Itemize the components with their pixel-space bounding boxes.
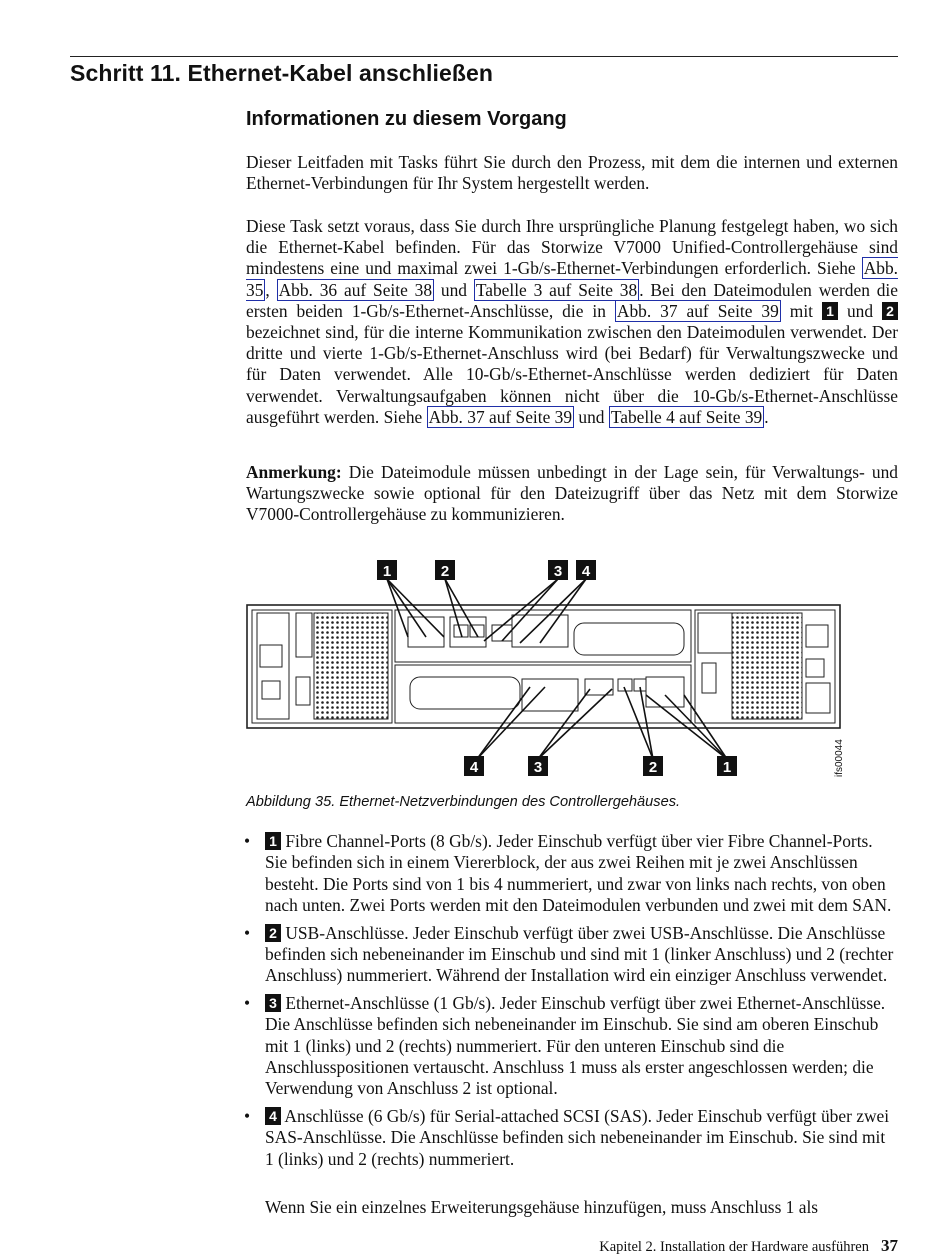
callout-badge: 2 — [265, 924, 281, 942]
note-label: Anmerkung: — [246, 462, 342, 482]
bullet-icon: • — [244, 831, 251, 851]
list-item: • 4 Anschlüsse (6 Gb/s) für Serial-attached SCSI (SAS). Jeder Einschub verfügt über zwei SAS-Anschlüsse. Die Anschlüsse befinden sich nebeneinander im Einschub. Sie sind mit 1 (links) und 2 (rechts) nummeriert. — [244, 1105, 890, 1169]
callout-badge: 1 — [265, 832, 281, 850]
list-item: • 2 USB-Anschlüsse. Jeder Einschub verfügt über zwei USB-Anschlüsse. Die Anschlüsse befinden sich nebeneinander im Einschub und sind mit 1 (linker Anschluss) und 2 (rechter Anschluss) nummeriert. Während der Installation wird ein einziger Anschluss verwendet. — [244, 922, 894, 986]
xref-link-abb35[interactable]: Abb. 35 — [246, 258, 898, 300]
chapter-title: Kapitel 2. Installation der Hardware ausführen — [599, 1239, 869, 1255]
xref-link-tabelle3[interactable]: Tabelle 3 auf Seite 38 — [475, 279, 638, 300]
callout-label: 1 — [382, 563, 392, 580]
callout-label: 4 — [469, 759, 479, 776]
xref-link-abb36[interactable]: Abb. 36 auf Seite 38 — [278, 279, 433, 300]
planning-paragraph: Diese Task setzt voraus, dass Sie durch Ihre ursprüngliche Planung festgelegt haben, wo sich die Ethernet-Kabel befinden. Für das Storwize V7000 Unified-Controllergehäuse sind mindestens eine und maximal zwei 1-Gb/s-Ethernet-Verbindungen erforderlich. Siehe Abb. 35 , Abb. 36 auf Seite 38 und Tabelle 3 auf Seite 38 . Bei den Dateimodulen werden die ersten beiden 1-Gb/s-Ethernet-Anschlüsse, die in Abb. 37 auf Seite 39 mit 1 und 2 bezeichnet sind, für die interne Kommunikation zwischen den Dateimodulen verwendet. Der dritte und vierte 1-Gb/s-Ethernet-Anschluss wird (bei Bedarf) für Verwaltungszwecke und für Daten verwendet. Alle 10-Gb/s-Ethernet-Anschlüsse werden dediziert für Daten verwendet. Verwaltungsaufgaben können nicht über die 10-Gb/s-Ethernet-Anschlüsse ausgeführt werden. Siehe Abb. 37 auf Seite 39 und Tabelle 4 auf Seite 39 . — [246, 216, 898, 427]
xref-link-abb37[interactable]: Abb. 37 auf Seite 39 — [616, 300, 779, 321]
controller-enclosure-figure — [240, 555, 880, 785]
top-callouts — [377, 560, 596, 580]
xref-link-abb37-second[interactable]: Abb. 37 auf Seite 39 — [428, 406, 573, 427]
callout-label: 3 — [553, 563, 563, 580]
callout-label: 1 — [722, 759, 732, 776]
callout-label: 3 — [533, 759, 543, 776]
note-text: Die Dateimodule müssen unbedingt in der Lage sein, für Verwaltungs- und Wartungszwecke sowie optional für den Dateizugriff über das Netz mit dem Storwize V7000-Controllergehäuse zu kommunizieren. — [246, 462, 898, 525]
page-title: Schritt 11. Ethernet-Kabel anschließen — [70, 60, 494, 86]
callout-label: 4 — [581, 563, 591, 580]
callout-badge: 3 — [265, 994, 281, 1012]
bullet-icon: • — [244, 992, 251, 1013]
page-footer — [599, 1236, 898, 1256]
bullet-icon: • — [244, 1105, 251, 1126]
callout-badge: 4 — [265, 1107, 281, 1125]
bottom-callouts — [464, 756, 737, 776]
heading-rule — [70, 56, 898, 57]
figure-caption: Abbildung 35. Ethernet-Netzverbindungen des Controllergehäuses. — [246, 794, 681, 810]
callout-label: 2 — [440, 563, 450, 580]
list-item: • 3 Ethernet-Anschlüsse (1 Gb/s). Jeder Einschub verfügt über zwei Ethernet-Anschlüsse. Die Anschlüsse befinden sich nebeneinander im Einschub. Sie sind am oberen Einschub mit 1 (links) und 2 (rechts) nummeriert. Für den unteren Einschub sind die Anschlusspositionen vertauscht. Anschluss 1 muss als erster angeschlossen werden; die Verwendung von Anschluss 2 ist optional. — [244, 992, 886, 1099]
xref-link-tabelle4[interactable]: Tabelle 4 auf Seite 39 — [610, 406, 763, 427]
callout-label: 2 — [648, 759, 658, 776]
intro-paragraph: Dieser Leitfaden mit Tasks führt Sie durch den Prozess, mit dem die internen und externen Ethernet-Verbindungen für Ihr System hergestellt werden. — [246, 152, 898, 194]
note-paragraph — [246, 462, 898, 526]
callout-badge: 2 — [882, 302, 898, 320]
figure-id: ifs00044 — [834, 739, 845, 777]
page-number: 37 — [881, 1236, 898, 1255]
bullet-icon: • — [244, 922, 251, 943]
continuation-line: Wenn Sie ein einzelnes Erweiterungsgehäuse hinzufügen, muss Anschluss 1 als — [265, 1197, 819, 1217]
list-item: • 1 Fibre Channel-Ports (8 Gb/s). Jeder Einschub verfügt über vier Fibre Channel-Ports. Sie befinden sich in einem Viererblock, der aus zwei Reihen mit je zwei Anschlüssen besteht. Die Ports sind von 1 bis 4 nummeriert, und zwar von links nach rechts, von oben nach unten. Zwei Ports werden mit den Dateimodulen verbunden und zwei mit dem SAN. — [244, 831, 892, 916]
section-subheading: Informationen zu diesem Vorgang — [246, 108, 567, 130]
port-list — [246, 831, 898, 1176]
callout-badge: 1 — [822, 302, 838, 320]
